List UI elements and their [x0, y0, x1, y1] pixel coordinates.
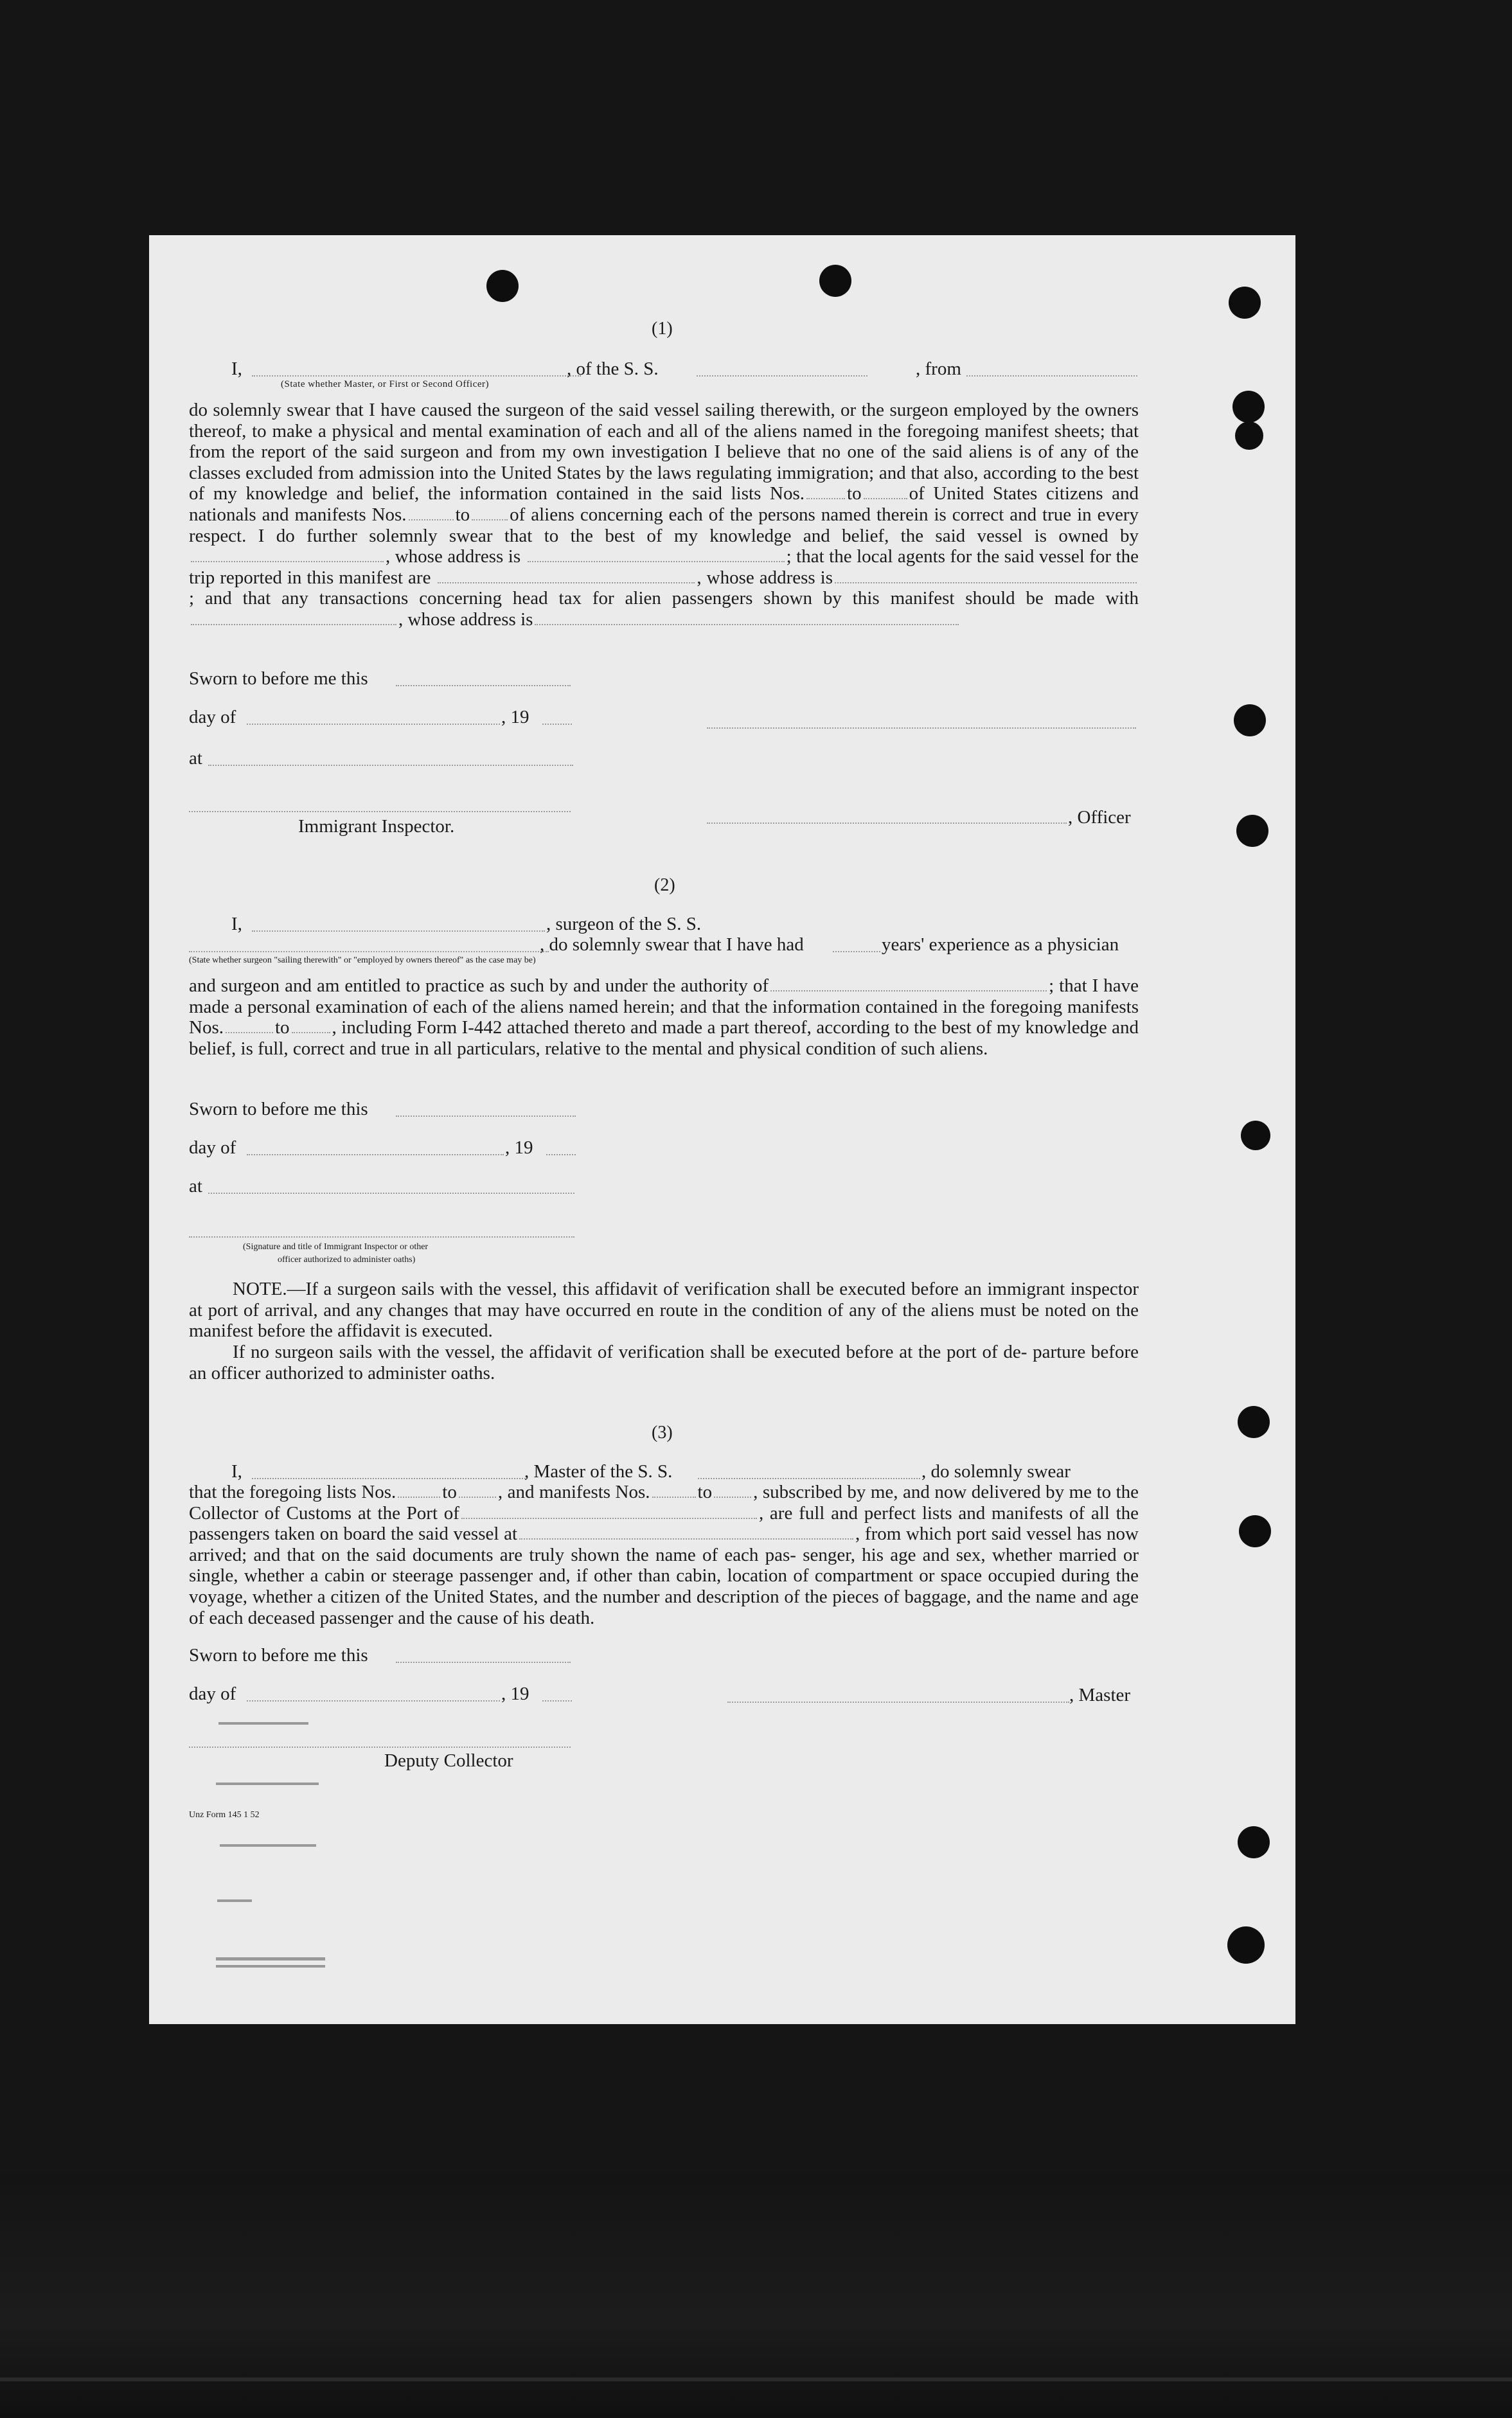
signature-blank	[707, 727, 1136, 729]
officer-signature-blank	[707, 822, 1067, 824]
master-signature-blank	[727, 1702, 1069, 1703]
place-label: at	[189, 1176, 202, 1196]
punch-hole	[1232, 391, 1265, 423]
years-blank	[833, 951, 880, 952]
film-edge	[0, 2378, 1512, 2381]
ink-smudge	[217, 1899, 252, 1902]
collector-signature-blank	[189, 1747, 571, 1748]
month-blank	[247, 1700, 500, 1702]
signature-hint: officer authorized to administer oaths)	[278, 1255, 416, 1265]
form-number: Unz Form 145 1 52	[189, 1810, 260, 1820]
surgeon-ship-label: , surgeon of the S. S.	[546, 914, 702, 934]
field-hint: (State whether Master, or First or Second Officer)	[281, 379, 490, 389]
punch-hole	[1241, 1121, 1270, 1150]
inspector-title: Immigrant Inspector.	[298, 816, 455, 837]
ink-smudge	[216, 1957, 325, 1960]
note-paragraph: NOTE.—If a surgeon sails with the vessel, this affidavit of verification shall be executed before an immigrant inspector at port of arrival, and any changes that may have occurred en route in the condition of any of the aliens must be noted on the manifest before the affidavit is executed.	[189, 1279, 1139, 1342]
surgeon-ship-blank	[189, 951, 549, 952]
years-label: years' experience as a physician	[882, 934, 1119, 955]
date-blank	[396, 685, 571, 686]
inspector-signature-blank	[189, 1236, 574, 1238]
year-blank	[542, 1700, 572, 1702]
ship-label: , of the S. S.	[567, 359, 659, 379]
sworn-label: Sworn to before me this	[189, 668, 368, 689]
punch-hole	[1229, 287, 1261, 319]
ink-smudge	[220, 1844, 316, 1847]
field-hint: (State whether surgeon "sailing therewith" or "employed by owners thereof" as the case may be)	[189, 956, 536, 965]
year-label: , 19	[501, 1684, 529, 1704]
ink-smudge	[218, 1722, 308, 1725]
date-blank	[396, 1662, 571, 1663]
collector-title: Deputy Collector	[384, 1750, 513, 1771]
master-ship-label: , Master of the S. S.	[524, 1461, 673, 1482]
date-blank	[396, 1116, 576, 1117]
section-number: (1)	[652, 319, 673, 339]
note-paragraph: If no surgeon sails with the vessel, the affidavit of verification shall be executed before at the port of de- parture before an officer authorized to administer oaths.	[189, 1342, 1139, 1383]
punch-hole	[1236, 815, 1268, 847]
month-blank	[247, 1154, 504, 1155]
oath-line-label: I,	[231, 914, 242, 934]
year-label: , 19	[505, 1137, 533, 1158]
surgeon-paragraph: and surgeon and am entitled to practice as such by and under the authority of ; that I have made a personal examination of each of the aliens named herein; and that the information contained in the foregoing manifests Nos. to , including Form I-442 attached thereto and made a part thereof, according to the best of my knowledge and belief, is full, correct and true in all particulars, relative to the mental and physical condition of such aliens.	[189, 975, 1139, 1059]
oath-line-label: I,	[231, 1461, 242, 1482]
ink-smudge	[216, 1965, 325, 1968]
name-blank	[252, 375, 581, 377]
day-label: day of	[189, 1137, 236, 1158]
solemnly-label: , do solemnly swear	[921, 1461, 1071, 1482]
sworn-label: Sworn to before me this	[189, 1645, 368, 1666]
inspector-signature-blank	[189, 811, 571, 812]
master-name-blank	[252, 1478, 526, 1479]
ship-blank	[697, 375, 867, 377]
officer-title: , Officer	[1068, 807, 1131, 828]
punch-hole	[1234, 704, 1266, 736]
place-blank	[208, 765, 573, 766]
surgeon-name-blank	[252, 930, 545, 932]
punch-hole	[819, 265, 851, 297]
affidavit-page	[149, 235, 1295, 2024]
year-label: , 19	[501, 707, 529, 727]
punch-hole	[1235, 422, 1263, 450]
punch-hole	[486, 270, 519, 302]
master-ship-blank	[698, 1478, 920, 1479]
day-label: day of	[189, 1684, 236, 1704]
section-number: (3)	[652, 1423, 673, 1443]
ink-smudge	[216, 1782, 319, 1785]
master-paragraph: that the foregoing lists Nos. to , and manifests Nos. to , subscribed by me, and now delivered by me to the Collector of Customs at the Port of , are full and perfect lists and manifests of all the passengers taken on board the said vessel at , from which port said vessel has now arrived; and that on the said documents are truly shown the name of each pas- senger, his age and sex, whether married or single, whether a cabin or steerage passenger and, if other than cabin, location of compartment or space occupied during the voyage, whether a citizen of the United States, and the number and description of the pieces of baggage, and the name and age of each deceased passenger and the cause of his death.	[189, 1482, 1139, 1628]
place-label: at	[189, 748, 202, 769]
year-blank	[542, 724, 572, 725]
from-label: , from	[916, 359, 961, 379]
experience-label: , do solemnly swear that I have had	[540, 934, 804, 955]
sworn-label: Sworn to before me this	[189, 1099, 368, 1119]
port-blank	[966, 375, 1137, 377]
punch-hole	[1238, 1826, 1270, 1858]
signature-hint: (Signature and title of Immigrant Inspector or other	[243, 1242, 429, 1252]
oath-line-label: I,	[231, 359, 242, 379]
punch-hole	[1239, 1515, 1271, 1547]
year-blank	[546, 1154, 576, 1155]
day-label: day of	[189, 707, 236, 727]
master-title: , Master	[1069, 1685, 1131, 1705]
punch-hole	[1227, 1926, 1265, 1964]
punch-hole	[1238, 1406, 1270, 1438]
oath-paragraph: do solemnly swear that I have caused the surgeon of the said vessel sailing therewith, or the surgeon employed by the owners thereof, to make a physical and mental examination of each and all of the aliens named in the foregoing manifest sheets; that from the report of the said surgeon and from my own investigation I believe that no one of the said aliens is of any of the classes excluded from admission into the United States by the laws regulating immigration; and that also, according to the best of my knowledge and belief, the information contained in the said lists Nos. to of United States citizens and nationals and manifests Nos. to of aliens concerning each of the persons named therein is correct and true in every respect. I do further solemnly swear that to the best of my knowledge and belief, the said vessel is owned by, whose address is ; that the local agents for the said vessel for the trip reported in this manifest are , whose address is; and that any transactions concerning head tax for alien passengers shown by this manifest should be made with, whose address is	[189, 400, 1139, 630]
month-blank	[247, 724, 500, 725]
section-number: (2)	[654, 875, 675, 895]
place-blank	[208, 1193, 574, 1194]
